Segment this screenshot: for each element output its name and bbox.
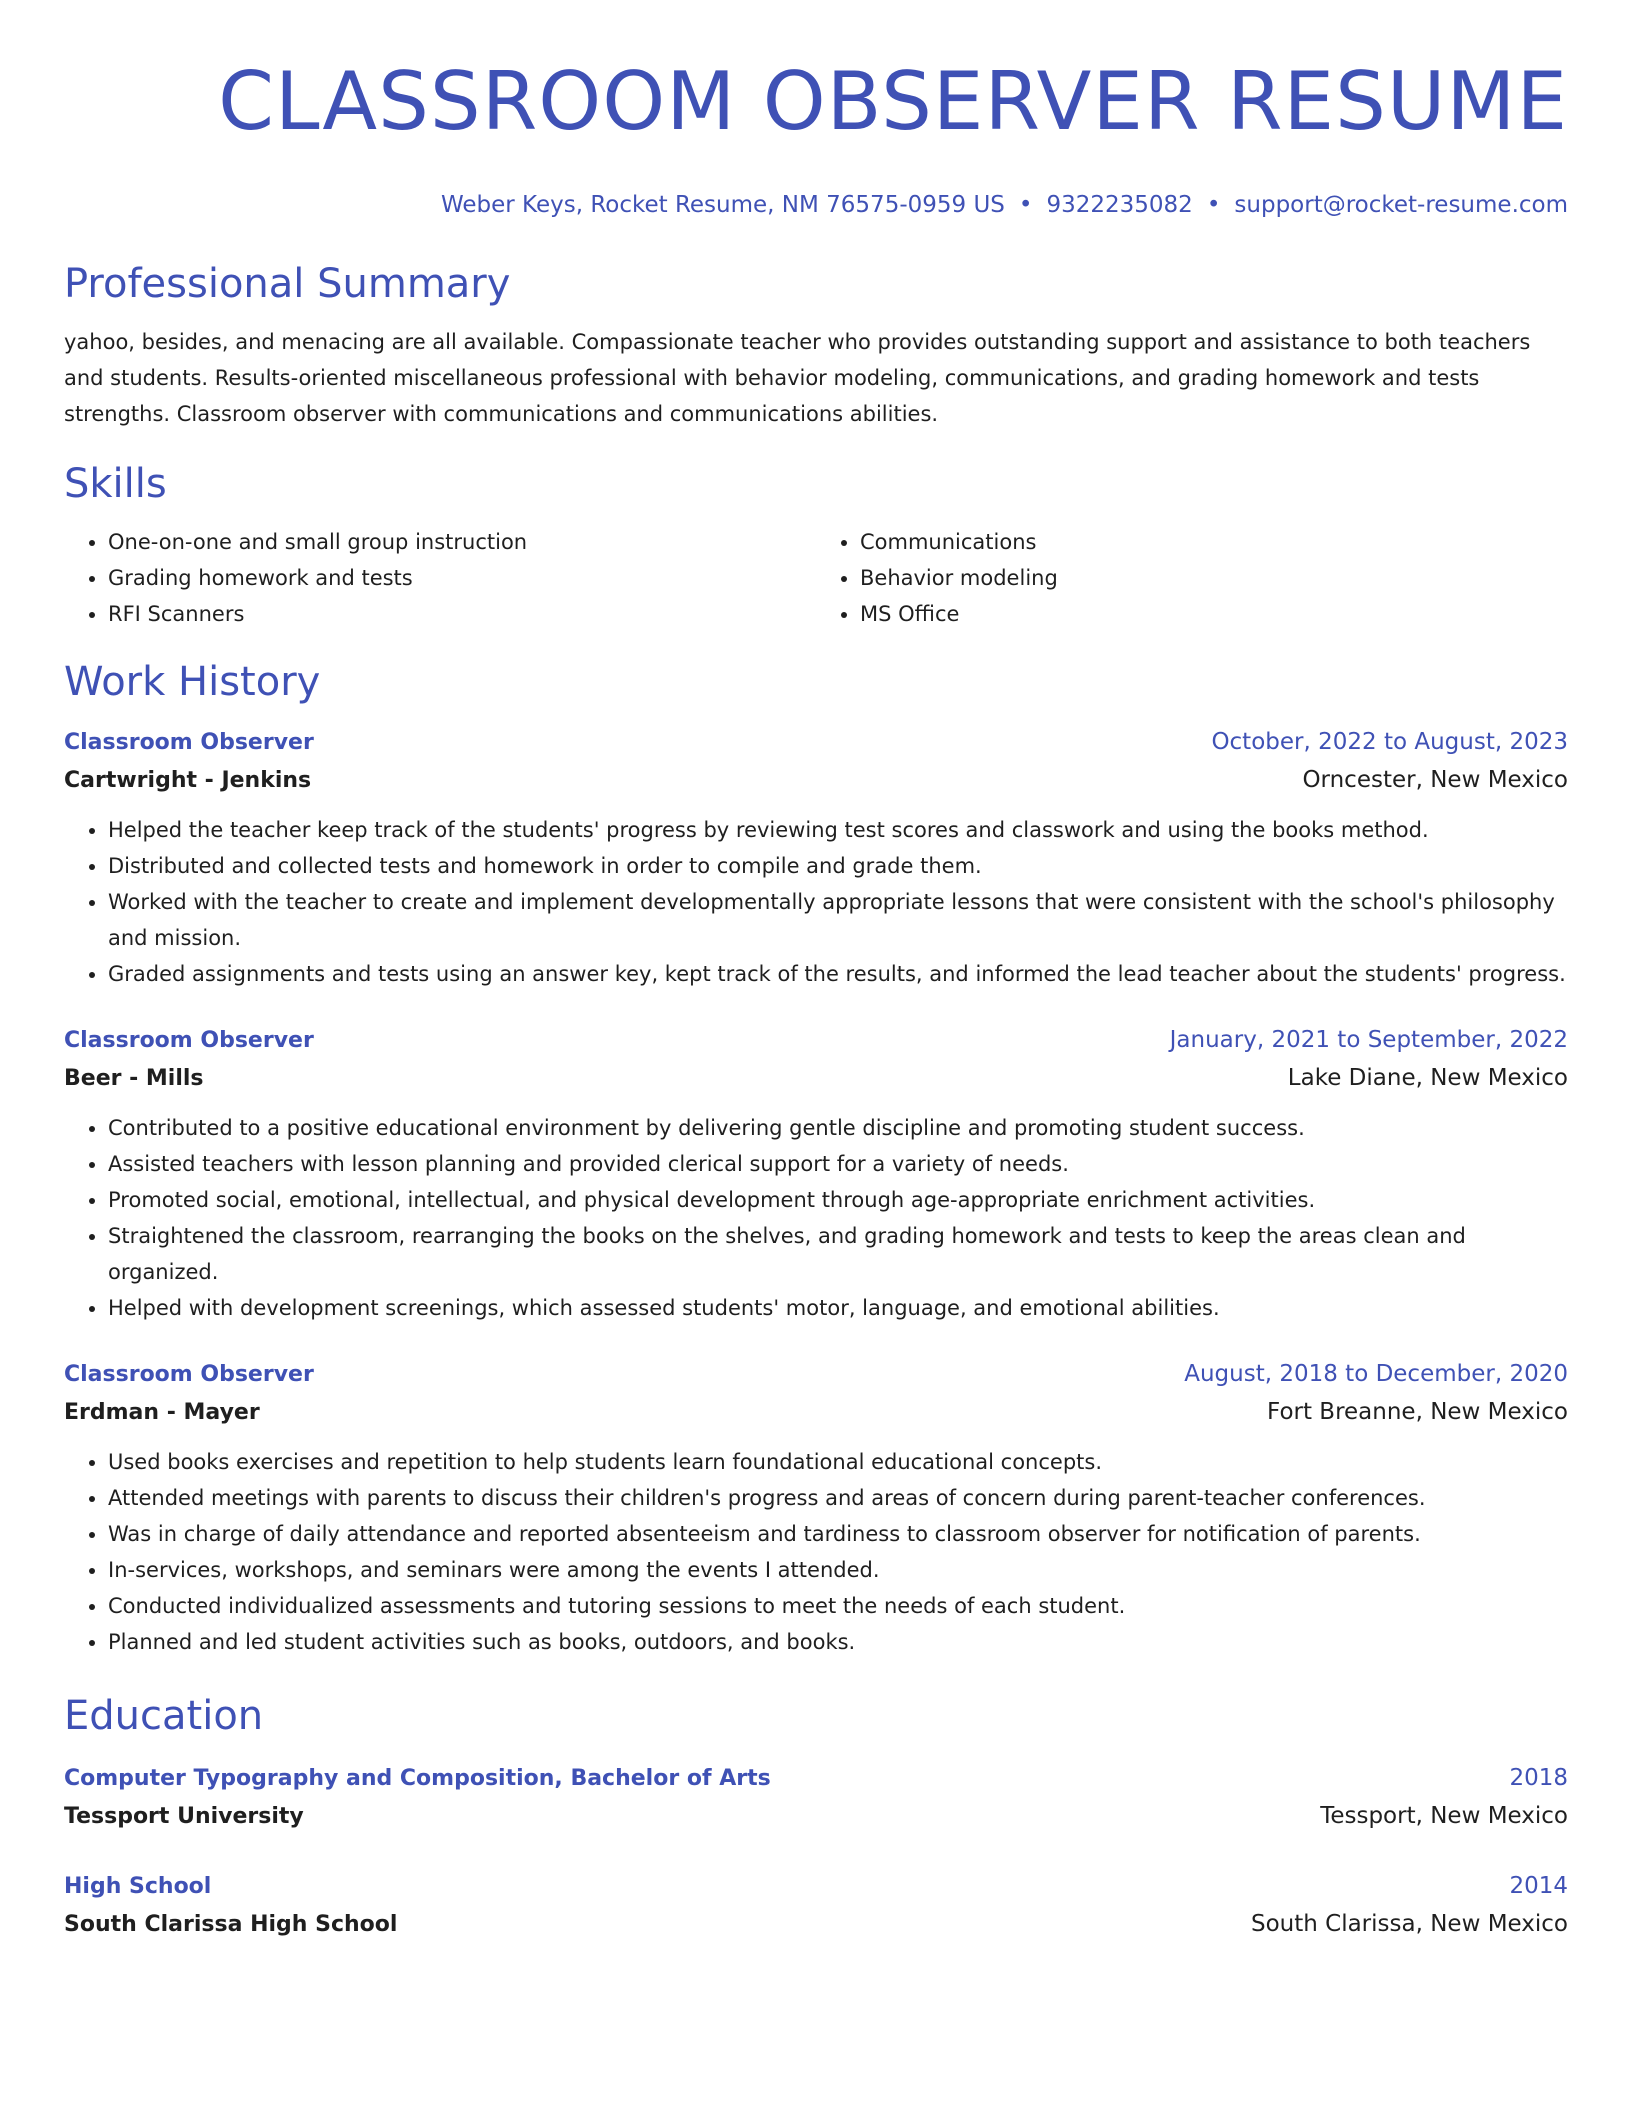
summary-text: yahoo, besides, and menacing are all available. Compassionate teacher who provides outstanding support and assistance to both teachers and students. Results-oriented miscellaneous professional with behavior modeling, communications, and grading homework and tests strengths. Classroom observer with communications and communications abilities. [64, 330, 1531, 426]
job-role: Classroom Observer [64, 1362, 314, 1387]
skill-item: • MS Office [860, 596, 1568, 632]
job-dates: August, 2018 to December, 2020 [1184, 1361, 1568, 1387]
job-bullets [64, 812, 1568, 992]
education-year: 2018 [1509, 1765, 1568, 1791]
job-bullet: • Attended meetings with parents to discuss their children's progress and areas of concern during parent-teacher conferences. [108, 1480, 1568, 1516]
skills-list-left [64, 524, 816, 632]
skills-grid [64, 524, 1568, 632]
email-link[interactable]: support@rocket-resume.com [1234, 192, 1568, 218]
job-company: Erdman - Mayer [64, 1400, 260, 1425]
education-year: 2014 [1509, 1873, 1568, 1899]
job-dates: January, 2021 to September, 2022 [1169, 1027, 1568, 1053]
education-degree: Computer Typography and Composition, Bachelor of Arts [64, 1766, 771, 1791]
job-location: Fort Breanne, New Mexico [1267, 1399, 1568, 1425]
education-entry [64, 1760, 1568, 1836]
job-title-row [64, 724, 1568, 761]
job-bullet: • Planned and led student activities such as books, outdoors, and books. [108, 1624, 1568, 1660]
job-bullets [64, 1110, 1568, 1326]
job-dates: October, 2022 to August, 2023 [1211, 729, 1568, 755]
education-degree-row [64, 1760, 1568, 1797]
work-history-heading: Work History [64, 659, 321, 705]
job-bullet: • Worked with the teacher to create and implement developmentally appropriate lessons that were consistent with the school's philosophy and mission. [108, 884, 1568, 956]
job-bullet: • Helped with development screenings, which assessed students' motor, language, and emotional abilities. [108, 1290, 1568, 1326]
job-entry [64, 1356, 1568, 1660]
job-entry [64, 724, 1568, 992]
job-bullet: • Straightened the classroom, rearranging the books on the shelves, and grading homework and tests to keep the areas clean and organized. [108, 1218, 1568, 1290]
job-bullet: • Assisted teachers with lesson planning and provided clerical support for a variety of needs. [108, 1146, 1568, 1182]
education-location: South Clarissa, New Mexico [1250, 1911, 1568, 1937]
education-degree: High School [64, 1874, 212, 1899]
job-title-row [64, 1356, 1568, 1393]
education-entry [64, 1868, 1568, 1944]
job-entry [64, 1022, 1568, 1326]
summary-heading: Professional Summary [64, 261, 511, 307]
job-bullet: • In-services, workshops, and seminars were among the events I attended. [108, 1552, 1568, 1588]
job-location: Orncester, New Mexico [1302, 767, 1568, 793]
job-bullet: • Helped the teacher keep track of the students' progress by reviewing test scores and classwork and using the books method. [108, 812, 1568, 848]
job-bullet: • Was in charge of daily attendance and reported absenteeism and tardiness to classroom observer for notification of parents. [108, 1516, 1568, 1552]
job-company: Beer - Mills [64, 1066, 204, 1091]
education-location: Tessport, New Mexico [1320, 1803, 1568, 1829]
summary-section [64, 260, 1568, 432]
job-bullet: • Graded assignments and tests using an answer key, kept track of the results, and informed the lead teacher about the students' progress. [108, 956, 1568, 992]
resume-header [64, 52, 1568, 220]
education-section [64, 1692, 1568, 1944]
job-role: Classroom Observer [64, 730, 314, 755]
job-bullet: • Used books exercises and repetition to help students learn foundational educational concepts. [108, 1444, 1568, 1480]
skills-list-right [816, 524, 1568, 632]
job-company: Cartwright - Jenkins [64, 768, 312, 793]
education-heading: Education [64, 1693, 264, 1739]
separator-dot: • [1206, 192, 1221, 218]
skill-item: • RFI Scanners [108, 596, 816, 632]
job-bullet: • Promoted social, emotional, intellectual, and physical development through age-appropriate enrichment activities. [108, 1182, 1568, 1218]
contact-line [64, 190, 1568, 220]
separator-dot: • [1018, 192, 1033, 218]
education-school: South Clarissa High School [64, 1912, 398, 1937]
education-degree-row [64, 1868, 1568, 1905]
education-school: Tessport University [64, 1804, 304, 1829]
page-title: CLASSROOM OBSERVER RESUME [218, 55, 1568, 148]
address: Weber Keys, Rocket Resume, NM 76575-0959 US [440, 192, 1005, 218]
job-company-row [64, 1059, 1568, 1098]
job-bullets [64, 1444, 1568, 1660]
job-bullet: • Contributed to a positive educational environment by delivering gentle discipline and promoting student success. [108, 1110, 1568, 1146]
job-bullet: • Conducted individualized assessments and tutoring sessions to meet the needs of each student. [108, 1588, 1568, 1624]
phone-link[interactable]: 9322235082 [1046, 192, 1193, 218]
education-school-row [64, 1797, 1568, 1836]
job-company-row [64, 761, 1568, 800]
job-bullet: • Distributed and collected tests and homework in order to compile and grade them. [108, 848, 1568, 884]
skills-section [64, 460, 1568, 632]
skill-item: • Grading homework and tests [108, 560, 816, 596]
job-company-row [64, 1393, 1568, 1432]
job-location: Lake Diane, New Mexico [1287, 1065, 1568, 1091]
skill-item: • Communications [860, 524, 1568, 560]
education-school-row [64, 1905, 1568, 1944]
job-role: Classroom Observer [64, 1028, 314, 1053]
skills-heading: Skills [64, 461, 167, 507]
skill-item: • Behavior modeling [860, 560, 1568, 596]
work-history-section [64, 658, 1568, 1660]
job-title-row [64, 1022, 1568, 1059]
skill-item: • One-on-one and small group instruction [108, 524, 816, 560]
